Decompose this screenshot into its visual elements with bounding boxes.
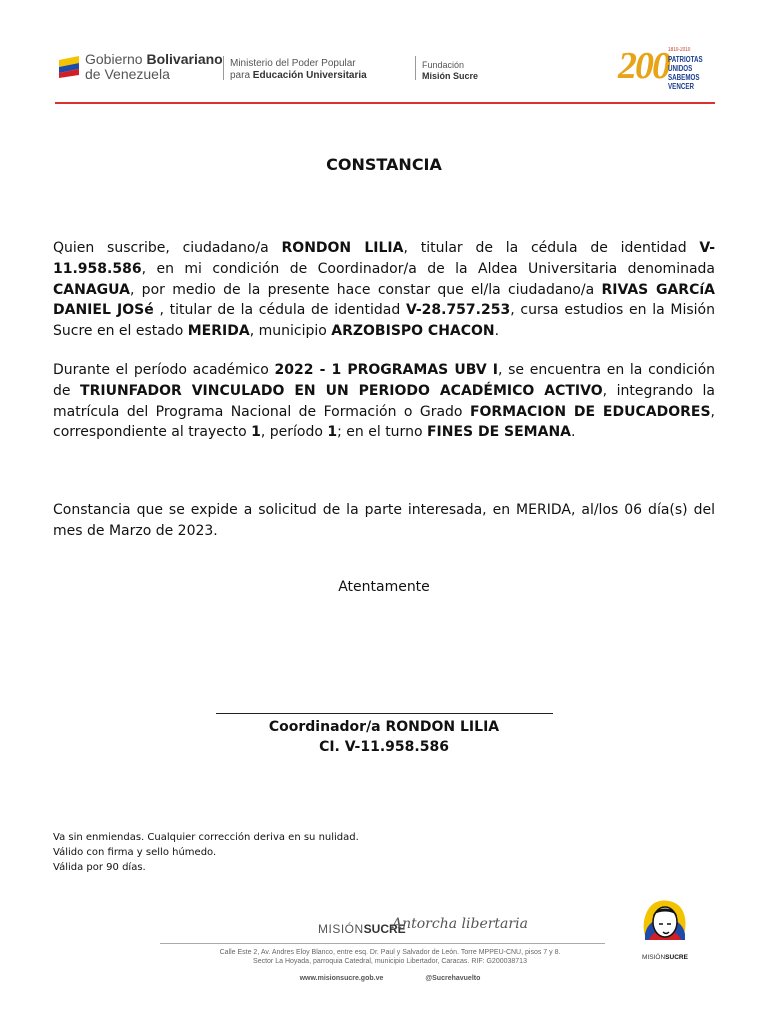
footer-address: Calle Este 2, Av. Andres Eloy Blanco, entre esq. Dr. Paul y Salvador de León. Torre MPPEU-CNU, pisos 7 y 8. Sector La Hoyada, parroquia Catedral, municipio Libertador, Caracas. RIF: G200038713 [219, 949, 561, 965]
periodo-number: 1 [327, 424, 338, 441]
mision-sucre-logo [637, 894, 693, 974]
header-red-rule [55, 102, 715, 104]
turno-name: FINES DE SEMANA [426, 424, 572, 441]
fundacion-label: Fundación Misión Sucre [422, 60, 479, 81]
venezuela-flag-icon [57, 54, 81, 78]
aldea-name: CANAGUA [53, 281, 130, 298]
signer-id: V-11.958.586 [53, 240, 716, 277]
academic-period: 2022 - 1 PROGRAMAS UBV I [274, 362, 498, 378]
footer-rule [160, 943, 605, 944]
emblem-number: 200 [618, 45, 669, 87]
state-name: MERIDA [187, 323, 250, 340]
signer-title: Coordinador/a RONDON LILIA [268, 719, 500, 735]
student-id: V-28.757.253 [406, 302, 511, 319]
emblem-motto: 1810-2010 PATRIOTAS UNIDOS SABEMOS VENCER [668, 47, 703, 91]
closing-regards: Atentamente [338, 579, 430, 595]
paragraph-3: Constancia que se expide a solicitud de la parte interesada, en MERIDA, al/los 06 día(s) del mes de Marzo de 2023. [53, 502, 715, 539]
note-line: Válido con firma y sello húmedo. [53, 847, 217, 858]
student-condition: TRIUNFADOR VINCULADO EN UN PERIODO ACADÉMICO ACTIVO [80, 382, 603, 399]
bicentennial-emblem [618, 40, 718, 92]
letterhead [0, 0, 768, 105]
website-link[interactable]: www.misionsucre.gob.ve [299, 975, 384, 982]
footer-contact [150, 975, 630, 982]
student-name: RIVAS GARCíA DANIEL JOSé [53, 281, 715, 319]
note-line: Va sin enmiendas. Cualquier corrección deriva en su nulidad. [53, 832, 359, 843]
social-handle: @Sucrehavuelto [425, 975, 481, 982]
footer-slogan: Antorcha libertaria [392, 916, 528, 932]
municipio-name: ARZOBISPO CHACON [331, 323, 495, 340]
signature-line [216, 713, 553, 714]
gobierno-bolivariano-label: Gobierno Bolivariano de Venezuela [85, 51, 223, 82]
program-name: FORMACION DE EDUCADORES [469, 403, 711, 420]
footer-brand: MISIÓNSUCRE [318, 922, 406, 936]
paragraph-2: Durante el período académico 2022 - 1 PROGRAMAS UBV I, se encuentra en la condición de TRIUNFADOR VINCULADO EN UN PERIODO ACADÉMICO ACTIVO, integrando la matrícula del Programa Nacional de Formación o Grado FORMACION DE EDUCADORES, correspondiente al trayecto 1, período 1; en el turno FINES DE SEMANA. [53, 362, 716, 441]
header-divider [223, 56, 224, 80]
ministry-label: Ministerio del Poder Popular para Educación Universitaria [230, 58, 367, 81]
sucre-portrait-icon [637, 894, 693, 952]
paragraph-1: Quien suscribe, ciudadano/a RONDON LILIA, titular de la cédula de identidad V-11.958.586, en mi condición de Coordinador/a de la Aldea Universitaria denominada CANAGUA, por medio de la presente hace constar que el/la ciudadano/a RIVAS GARCíA DANIEL JOSé , titular de la cédula de identidad V-28.757.253, cursa estudios en la Misión Sucre en el estado MERIDA, municipio ARZOBISPO CHACON. [53, 240, 716, 340]
footer [0, 880, 768, 1020]
validity-notes [53, 830, 359, 875]
trayecto-number: 1 [251, 424, 261, 441]
logo-label: MISIÓNSUCRE [642, 954, 688, 961]
signer-name: RONDON LILIA [281, 240, 404, 256]
header-divider [415, 56, 416, 80]
note-line: Válida por 90 días. [53, 862, 146, 873]
document-title: CONSTANCIA [326, 155, 442, 174]
signer-ci: CI. V-11.958.586 [319, 739, 449, 755]
